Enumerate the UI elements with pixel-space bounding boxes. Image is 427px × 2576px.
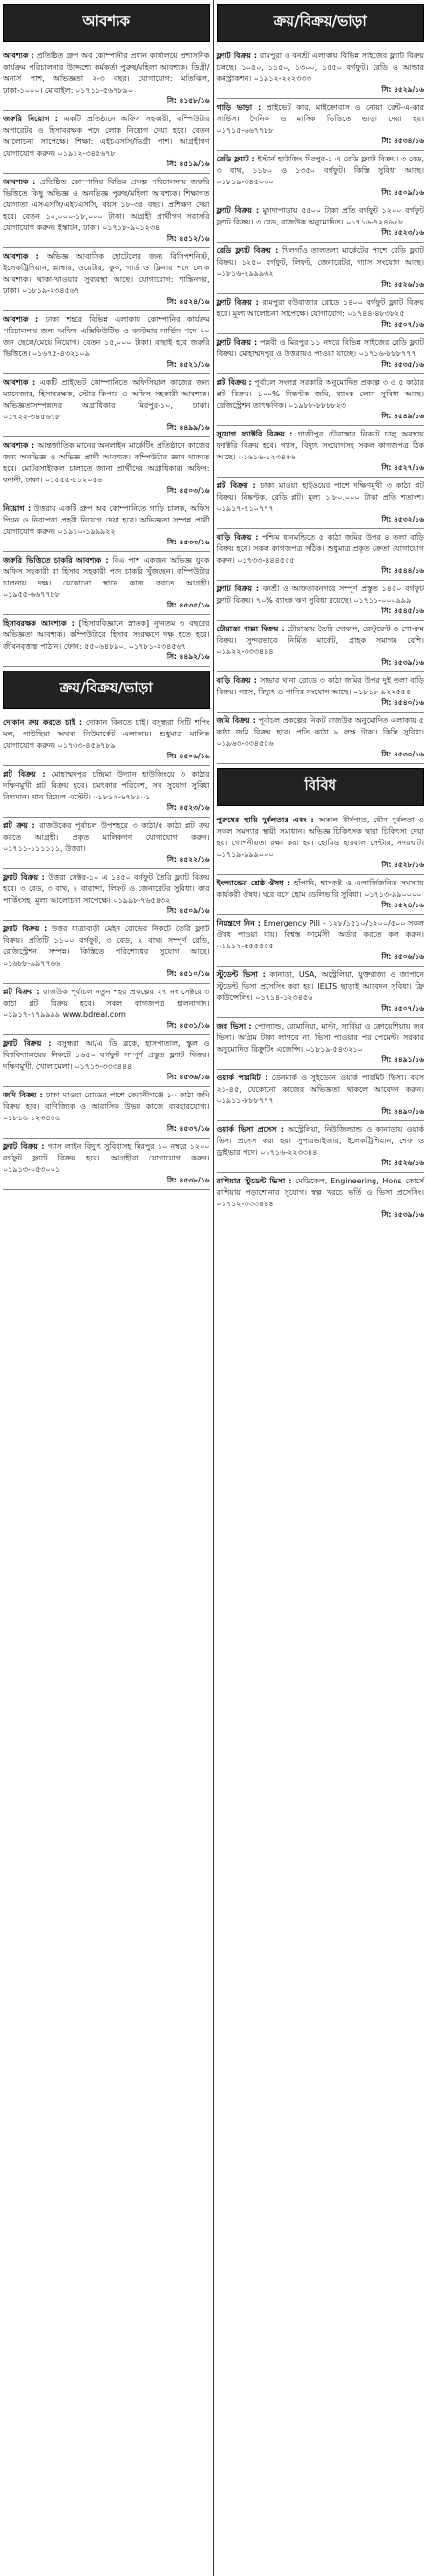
classified-ad — [3, 869, 210, 921]
classified-ad — [217, 915, 425, 967]
ad-reference-number: সি: ৪৫২৬/১৬ — [381, 280, 424, 288]
ad-body: গাজীপুর চৌরাস্তার নিকটে চালু অবস্থায় ফ্যাক্টরি বিক্রয় হবে। গ্যাস, বিদ্যুৎ সংযোগসহ সকল কাগজপত্র ঠিক আছে। ০১৬১৬-১২৩৪৫৬ — [216, 430, 425, 461]
ad-heading: সুযোগ ফ্যাক্টরি বিক্রয় : — [216, 430, 293, 438]
ad-heading: বাড়ি বিক্রয় : — [216, 533, 259, 542]
ad-heading: আবশ্যক : — [3, 315, 39, 324]
ad-heading: জমি বিক্রয় : — [216, 716, 256, 725]
ad-body: পূর্বাচল প্রকল্পের নিকট রাজউক অনুমোদিত এলাকায় ৫ কাঠা জমি বিক্রয় হবে। প্রতি কাঠা ৯ লক্ষ টাকা। কিস্তি সুবিধা। ০১৯৬৩-৩৩৪৫৫৬ — [216, 716, 424, 748]
ad-heading: স্টুডেন্ট ভিসা : — [216, 970, 266, 979]
ad-reference-number: সি: ৪৫২৭/১৬ — [381, 463, 424, 472]
ad-heading: রেডি ফ্ল্যাট : — [216, 155, 255, 163]
ad-heading: ফ্ল্যাট বিক্রয় : — [3, 1142, 45, 1151]
classified-ad — [217, 621, 425, 672]
ad-reference-number: সি: ৪৫২২/১৬ — [166, 855, 210, 863]
ad-heading: রেডি ফ্ল্যাট বিক্রয় : — [216, 246, 279, 255]
ad-reference-number: সি: ৪৫৪৫/১৬ — [381, 607, 424, 615]
ad-text — [217, 1021, 425, 1055]
ad-reference-number: সি: ৪৫২৮/১৬ — [381, 861, 424, 869]
ad-reference-number: সি: ৪৫৩২/১৬ — [381, 515, 424, 523]
ad-body: বনশ্রী ও আফতাবনগরে সম্পূর্ণ প্রস্তুত ১৪৫০ বর্গফুট ফ্ল্যাট বিক্রয়। ৭০% ব্যাংক ঋণ সুবিধা রয়েছে। ০১৭১১-০০০৯৯৯ — [216, 585, 424, 605]
ad-reference-number: সি: ৪৫২১/১৬ — [166, 360, 210, 369]
ad-heading: দোকান ক্রয় করতে চাই : — [3, 718, 83, 727]
ad-reference-number: সি: ৪৫৩১/১৬ — [166, 1021, 210, 1030]
ad-text — [3, 924, 210, 969]
ad-text — [217, 878, 425, 901]
ad-reference-number: সি: ৪১৫৮/১৬ — [166, 96, 210, 105]
classified-ad — [217, 48, 425, 99]
classified-ad — [3, 615, 210, 667]
ad-heading: গাড়ি ভাড়া : — [216, 103, 262, 112]
right-column — [214, 0, 427, 2576]
ad-reference-number: সি: ৪৪৯৯/১৬ — [166, 423, 210, 432]
ad-text — [3, 440, 210, 486]
ad-body: আন্তর্জাতিক মানের অনলাইন মার্কেটিং প্রতিষ্ঠানে কাজের জন্য অনভিজ্ঞ ও অভিজ্ঞ প্রার্থী আবশ্যক। কম্পিউটার জ্ঞান থাকতে হবে। মোটরসাইকেল চালাতে জানা প্রার্থীদের অগ্রাধিকার। অফিস: বনানী, ঢাকা। ০১৫৫৫-৮১২০৫৬ — [3, 441, 210, 484]
ad-heading: রাশিয়ার স্টুডেন্ট ভিসা : — [216, 1177, 292, 1185]
ad-body: মোহাম্মদপুর চন্দ্রিমা উদ্যান হাউজিংয়ে ৩ কাঠার দক্ষিণমুখী প্লট বিক্রয় হবে। চমৎকার পরিবেশ, সব সুযোগ সুবিধা বিদ্যমান। খান রিয়েল এস্টেট। ০১৮১২-৬৭৮৯০১ — [3, 770, 210, 801]
ad-reference-number: সি: ৪৫০৯/১৬ — [381, 188, 424, 197]
classified-ad — [217, 294, 425, 334]
ad-text — [3, 114, 210, 160]
ad-body: উত্তরায় একটি গ্রুপ অব কোম্পানিতে গাড়ি চালক, অফিস পিয়ন ও নিরাপত্তা প্রহরী নিয়োগ দেয়া হবে। অভিজ্ঞতা সম্পন্ন প্রার্থী যোগাযোগ করুন। ০১৯১০-১৯৯৯২২ — [3, 504, 210, 536]
ad-reference-number: সি: ৪৫০৬/১৬ — [166, 752, 210, 760]
ad-heading: আবশ্যক : — [3, 378, 36, 387]
ad-text — [3, 51, 210, 96]
ad-body: মুগদাপাড়ায় ৫৫০০ টাকা প্রতি বর্গফুট ১২০০ বর্গফুট ফ্ল্যাট বিক্রয়। ৩ বেড, রাজউক অনুমোদিত। ০১৭১৬-৭২৪৬২৮ — [216, 206, 424, 226]
classified-ad — [217, 478, 425, 529]
ad-body: ইস্টার্ন হাউজিং মিরপুর-১ এ রেডি ফ্ল্যাট বিক্রয়। ৩ বেড, ৩ বাথ, ১১৮০ ও ১৩৫০ বর্গফুট। কিস্তি সুবিধা আছে। ০১৮১৯-৩৪৫০৩০ — [216, 155, 424, 186]
ad-heading: বাড়ি বিক্রয় : — [216, 676, 258, 685]
ad-text — [217, 51, 425, 85]
classified-ad — [3, 248, 210, 311]
ad-reference-number: সি: ৪৫২৩/১৬ — [166, 803, 210, 812]
ad-heading: প্লট বিক্রয় : — [3, 770, 46, 778]
ad-reference-number: সি: ৪৫৩৯/১৬ — [381, 658, 424, 667]
ad-heading: আবশ্যক : — [3, 441, 35, 450]
section-header: ক্রয়/বিক্রয়/ভাড়া — [217, 4, 425, 42]
ad-reference-number: সি: ৪৫২৪/১৬ — [381, 901, 424, 909]
ad-heading: পুরুষের স্থায়ি দুর্বলতার এবং : — [216, 816, 314, 824]
ad-body: রামপুরা ও বনশ্রী এলাকায় বিভিন্ন সাইজের ফ্ল্যাট বিক্রয় চলছে। ১০৫০, ১১৫০, ১৩০০, ১৫৫০ বর্গফুট। রেডি ও আন্ডার কনস্ট্রাকশন। ০১৯১২-২২২৩৩৩ — [216, 52, 424, 83]
ad-body: একটি প্রাইভেট কোম্পানিতে অফিসিয়াল কাজের জন্য ম্যানেজার, হিসাবরক্ষক, স্টোর কিপার ও অফিস সহকারী আবশ্যক। অভিজ্ঞতাসম্পন্নদের অগ্রাধিকার। মিরপুর-১০, ঢাকা। ০১৭২২-৩৪৫৬৭৮ — [3, 378, 210, 421]
classified-ad — [217, 243, 425, 294]
ad-text — [3, 1038, 210, 1073]
classified-ad — [3, 818, 210, 869]
classified-ad — [217, 875, 425, 915]
ad-body: মেডিকেল, Engineering, Hons কোর্সে রাশিয়ায় পড়াশোনার সুযোগ। স্বল্প খরচে ভর্তি ও ভিসা প্রসেসিং। ০১৭১২-৩৩৩৪৪৪ — [216, 1177, 424, 1208]
ad-heading: ফ্ল্যাট বিক্রয় : — [216, 206, 260, 215]
classified-ad — [217, 1018, 425, 1070]
ad-reference-number: সি: ৪৫২৩/১৬ — [381, 228, 424, 237]
ad-reference-number: সি: ৪৪৯১/১৬ — [381, 1055, 424, 1064]
ad-heading: জরুরি নিয়োগ : — [3, 115, 58, 123]
classified-ad — [3, 766, 210, 818]
ad-text — [3, 717, 210, 752]
ad-text — [217, 624, 425, 658]
ad-body: প্রতিষ্ঠিত গ্রুপ অব কোম্পানীর প্রধান কার্যালয়ে প্রশাসনিক কার্যক্রম পরিচালনার উদ্দেশ্যে কর্মকর্তা পুরুষ/মহিলা আবশ্যক। ডিগ্রী/অনার্স পাশ, অভিজ্ঞতা ২-৩ বছর। যোগাযোগ: মতিঝিল, ঢাকা-১০০০। মোবাইল: ০১৭১১-৫৬৭৮৯০ — [3, 52, 210, 95]
classified-ad — [3, 714, 210, 766]
ad-text — [3, 314, 210, 360]
ad-body: [হিসাববিজ্ঞানে স্নাতক] ন্যূনতম ৩ বছরের অভিজ্ঞতা আবশ্যক। কম্পিউটারে হিসাব সংরক্ষণে দক্ষ হতে হবে। জীবনবৃত্তান্ত পাঠান। ফোন: ৫৫০৬৪৮৯০, ০১৭৮১-২৩৪৫৬৭ — [3, 619, 210, 650]
classified-ad — [217, 374, 425, 426]
ad-reference-number: সি: ৪৫৪৯/১৬ — [381, 412, 424, 420]
ad-text — [217, 815, 425, 861]
ad-reference-number: সি: ৪৫০৭/১৬ — [381, 1004, 424, 1012]
classified-ad — [217, 426, 425, 478]
ad-text — [217, 205, 425, 228]
ad-text — [3, 503, 210, 538]
ad-text — [3, 251, 210, 297]
ad-text — [3, 820, 210, 855]
ad-text — [217, 245, 425, 280]
classified-ad — [3, 921, 210, 984]
ad-heading: হিসাবরক্ষক আবশ্যক : — [3, 619, 75, 628]
ad-body: একটি প্রতিষ্ঠানে অফিস সহকারী, কম্পিউটার অপারেটর ও হিসাবরক্ষক পদে লোক নিয়োগ দেয়া হবে। বেতন আলোচনা সাপেক্ষে। শিক্ষা: এইচএসসি/ডিগ্রী পাশ। আগ্রহীগণ যোগাযোগ করুন। ০১৯১২-৩৪৫৬৭৮ — [3, 115, 210, 158]
ad-reference-number: সি: ৪৫১৯/১৬ — [166, 160, 210, 168]
ad-reference-number: সি: ৪৫৩৭/১৬ — [166, 1124, 210, 1133]
ad-body: অকাল বীর্যপাত, যৌন দুর্বলতা ও সকল সমস্যার স্থায়ী সমাধান। অভিজ্ঞ চিকিৎসক দ্বারা চিকিৎসা দেয়া হয়। গোপনীয়তা রক্ষা করা হয়। হোমিও হারবাল সেন্টার, সদরঘাট। ০১৭১৯-৯৯৯০০০ — [216, 816, 424, 859]
ad-text — [217, 1124, 425, 1159]
classified-ad — [217, 99, 425, 151]
ad-heading: জমি বিক্রয় : — [3, 1091, 43, 1099]
classified-ad — [217, 672, 425, 713]
ad-reference-number: সি: ৪৫৩০/১৬ — [381, 750, 424, 758]
ad-reference-number: সি: ৪৫৩৮/১৬ — [166, 1176, 210, 1184]
section-header: আবশ্যক — [3, 4, 210, 42]
ad-reference-number: সি: ৪৫২৯/১৬ — [381, 85, 424, 94]
ad-body: রাজউক পূর্বাচল নতুন শহর প্রকল্পের ২৭ নং সেক্টরে ৩ কাঠা প্লট বিক্রয় হবে। সকল কাগজপত্র হালনাগাদ। ০১৯১৭-৭৭৯৯৯৯ www.bdreal.com — [3, 988, 210, 1019]
section-header: ক্রয়/বিক্রয়/ভাড়া — [3, 671, 210, 709]
ad-reference-number: সি: ৪৫৪৪/১৬ — [381, 566, 424, 575]
ad-text — [217, 1176, 425, 1210]
ad-heading: ফ্ল্যাট বিক্রয় : — [216, 338, 258, 347]
ad-reference-number: সি: ৪৫০৭/১৬ — [381, 320, 424, 329]
ad-body: সাভার থানা রোডে ৩ কাঠা জমির উপর দুই তলা বাড়ি বিক্রয়। গ্যাস, বিদ্যুৎ ও পানির সংযোগ আছে। ০১৮১৮-৯২২৫৫৫ — [216, 676, 425, 696]
ad-body: পোল্যান্ড, রোমানিয়া, মাল্টা, সার্বিয়া ও ক্রোয়েশিয়ায় জব ভিসা। অগ্রিম টাকা লাগবে না, ভিসা পাওয়ার পর পেমেন্ট। সরকার অনুমোদিত রিক্রুটিং এজেন্সি। ০১৮১৯-৫৪৩২১০ — [216, 1022, 425, 1054]
ad-heading: জরুরি ভিত্তিতে চাকরি আবশ্যক : — [3, 556, 109, 564]
ad-text — [217, 584, 425, 607]
ad-reference-number: সি: ৪৫০৬/১৬ — [381, 952, 424, 961]
ad-reference-number: সি: ৪৫৩৯/১৬ — [381, 1210, 424, 1219]
ad-body: বসুন্ধরা আ/এ ডি ব্লকে, হাসপাতাল, স্কুল ও বিশ্ববিদ্যালয়ের নিকটে ১৬৫০ বর্গফুট সম্পূর্ণ প্রস্তুত ফ্ল্যাট বিক্রয়। দক্ষিণমুখী, খোলামেলা। ০১৭১৩-৩৩৩৪৪৪ — [3, 1039, 210, 1071]
ad-heading: ইংল্যান্ডের শ্রেষ্ঠ ঔষধ : — [216, 879, 290, 887]
classified-ad — [3, 111, 210, 174]
ad-heading: প্লট বিক্রয় : — [216, 481, 256, 490]
ad-body: উত্তরা সেক্টর-১০ এ ১৪৫০ বর্গফুট তৈরি ফ্ল্যাট বিক্রয় হবে। ৩ বেড, ৩ বাথ, ২ বারান্দা, লিফট ও জেনারেটর সুবিধা। কার পার্কিংসহ। মূল্য আলোচনা সাপেক্ষে। ০১৯৯৮-৭৬৫৪৩২ — [3, 873, 210, 905]
classified-ad — [3, 1139, 210, 1190]
ad-heading: প্লট বিক্রয় : — [216, 378, 252, 387]
classified-ad — [3, 374, 210, 437]
classified-ad — [217, 1173, 425, 1224]
classified-ad — [3, 174, 210, 248]
ad-body: খিলগাঁও তালতলা মার্কেটের পাশে রেডি ফ্ল্যাট বিক্রয়। ১২৫০ বর্গফুট, লিফট, জেনারেটর, গ্যাস সংযোগ আছে। ০১৮১৬-২৯৯৯৬২ — [216, 246, 424, 278]
ad-body: বিএ পাশ একজন অভিজ্ঞ যুবক অফিস সহকারী বা হিসাব সহকারী পদে চাকরি খুঁজছেন। কম্পিউটার চালনায় দক্ষ। যেকোনো স্থানে কাজ করতে আগ্রহী। ০১৯৫৫-৬৬৭৭৮৮ — [3, 556, 210, 599]
ad-text — [217, 532, 425, 566]
ad-heading: প্লট ক্রয় : — [3, 821, 35, 830]
ad-reference-number: সি: ৪৫১২/১৬ — [166, 234, 210, 243]
ad-body: দোকান কিনতে চাই। বসুন্ধরা সিটি শপিং মল, গাউছিয়া অথবা নিউমার্কেট এলাকায়। শুধুমাত্র মালিক যোগাযোগ করুন। ০১৭৩৩-৪৫৬৭৮৯ — [3, 718, 210, 750]
ad-body: রামপুরা বউবাজার রোডে ১৪০০ বর্গফুট ফ্ল্যাট বিক্রয় হবে। মূল্য আলোচনা সাপেক্ষে। যোগাযোগ: ০১৭৪৪-৪৮৩৮২৫ — [216, 298, 424, 318]
ad-heading: নিয়োগ : — [3, 504, 32, 513]
ad-body: রাজউকের পূর্বাচল উপশহরে ৩ কাঠা/৫ কাঠা প্লট ক্রয় করতে আগ্রহী। প্রকৃত মালিকগণ যোগাযোগ করুন। ০১৭১১-১১১১১১, উত্তরা। — [3, 821, 210, 853]
classified-ad — [217, 1121, 425, 1173]
ad-heading: নিয়ন্ত্রণে নিন : — [216, 919, 261, 927]
ad-reference-number: সি: ৪৫৩৪/১৬ — [381, 137, 424, 145]
ad-text — [3, 769, 210, 803]
ad-reference-number: সি: ৪৫৩৫/১৬ — [381, 360, 424, 369]
ad-body: অভিজ্ঞ আবাসিক হোটেলের জন্য রিসিপশনিস্ট, ইলেকট্রিশিয়ান, প্লাম্বার, ওয়েটার, কুক, গার্ড ও ক্লিনার পদে লোক আবশ্যক। থাকা-খাওয়ার সুব্যবস্থা আছে। যোগাযোগ: শান্তিনগর, ঢাকা। ০১৮১৯-২৩৪৫৬৭ — [3, 252, 210, 295]
classified-ad — [217, 581, 425, 621]
ad-text — [217, 675, 425, 698]
classified-ad — [217, 967, 425, 1018]
ad-text — [217, 918, 425, 952]
ad-reference-number: সি: ৪৫৩৬/১৬ — [166, 1073, 210, 1081]
classified-ad — [217, 529, 425, 581]
ad-text — [217, 297, 425, 320]
ad-heading: আবশ্যক : — [3, 52, 34, 60]
ad-reference-number: সি: ৪৪৯০/১৬ — [381, 1107, 424, 1116]
ad-text — [217, 1073, 425, 1107]
ad-body: গ্যাস লাইন বিদ্যুৎ সুবিধাসহ মিরপুর ১০ নম্বরে ১২০০ বর্গফুট ফ্ল্যাট বিক্রয় হবে। আগ্রহীরা যোগাযোগ করুন। ০১৯১৩-০৫৩০০১ — [3, 1142, 210, 1174]
ad-text — [3, 987, 210, 1021]
ad-heading: ফ্ল্যাট বিক্রয় : — [3, 925, 48, 933]
ad-reference-number: সি: ৪৫০৯/১৬ — [166, 906, 210, 915]
ad-heading: ওয়ার্ক ভিসা প্রসেস : — [216, 1125, 285, 1134]
ad-text — [217, 377, 425, 412]
ad-body: ঢাকা মাওয়া রোডের পাশে কেরানীগঞ্জে ১০ কাঠা জমি বিক্রয় হবে। বাণিজ্যিক ও আবাসিক উভয় কাজে ব্যবহারযোগ্য। ০১৮১৬-১২৩৪৫৬ — [3, 1091, 210, 1122]
ad-heading: প্লট বিক্রয় : — [3, 988, 40, 996]
ad-body: ঢাকা শহরে বিভিন্ন এলাকায় কোম্পানির কার্যক্রম পরিচালনার জন্য অফিস এক্সিকিউটিভ ও কাস্টমার সার্ভিস পদে ২০ জন ছেলে/মেয়ে নিয়োগ। বেতন ১৫,০০০ টাকা। বাছাই হবে জরুরি ভিত্তিতে। ০১৬৭৫-৪৩২১০৯ — [3, 315, 210, 358]
ad-text — [3, 1090, 210, 1124]
ad-text — [217, 969, 425, 1004]
ad-text — [3, 555, 210, 601]
ad-body: পল্লবী ও মিরপুর ১১ নম্বরে বিভিন্ন সাইজের রেডি ফ্ল্যাট বিক্রয়। মোহাম্মদপুর ও উত্তরায়ও পাওয়া যাচ্ছে। ০১৭১৬-৮৮৮৭৭৭ — [216, 338, 424, 358]
ad-heading: ফ্ল্যাট বিক্রয় : — [3, 873, 45, 882]
ad-body: চৌরাস্তায় তৈরি দোকান, রেস্টুরেন্ট ও শো-রুম বিক্রয়। সুন্দরভাবে নির্মিত মার্কেট, গ্রাহক সমাগম বেশি। ০১৯২২-৩৩৩৪৪৪ — [216, 625, 424, 656]
classified-ad — [3, 1035, 210, 1087]
ad-reference-number: সি: ৪৫২৬/১৬ — [381, 1159, 424, 1167]
ad-text — [3, 872, 210, 906]
ad-reference-number: সি: ৪৫২৪/১৬ — [166, 297, 210, 306]
ad-body: হাঁপানি, শ্বাসকষ্ট ও এলার্জিজনিত সমস্যায় কার্যকরী ঔষধ। ঘরে বসে হোম ডেলিভারি সুবিধা। ০১৭১৩-৯৯০০০০ — [216, 879, 425, 899]
ad-heading: ফ্ল্যাট বিক্রয় : — [216, 52, 258, 60]
ad-text — [3, 377, 210, 423]
ad-reference-number: সি: ৪৫৩৩/১৬ — [166, 538, 210, 546]
ad-body: পশ্চিম ধানমন্ডিতে ৫ কাঠা জমির উপর ৪ তলা বাড়ি বিক্রয় হবে। সকল কাগজপত্র সঠিক। শুধুমাত্র প্রকৃত ক্রেতা যোগাযোগ করুন। ০১৭৩৩-৪৪৪৫৫৫ — [216, 533, 424, 564]
classified-ad — [217, 151, 425, 202]
ad-text — [217, 154, 425, 188]
ad-text — [3, 1141, 210, 1176]
ad-body: উত্তর যাত্রাবাড়ী মেইন রোডের নিকটে তৈরি ফ্ল্যাট বিক্রয়। প্রতিটি ১১০০ বর্গফুট, ৩ বেড, ২ বাথ। সম্পূর্ণ রেডি, রেজিস্ট্রেশন সম্পন্ন। কিস্তিতে পরিশোধের সুযোগ আছে। ০১৬৮৮-৯৯৭৭৬৬ — [3, 925, 210, 968]
ad-body: কানাডা, USA, অস্ট্রেলিয়া, যুক্তরাজ্য ও জাপানে স্টুডেন্ট ভিসা প্রসেসিং করা হয়। IELTS ছাড়াই আবেদন সুবিধা। ফ্রি কাউন্সেলিং। ০১৭১৪-১২৩৪৫৬ — [216, 970, 424, 1002]
ad-text — [3, 177, 210, 234]
ad-heading: ফ্ল্যাট বিক্রয় : — [216, 585, 260, 593]
classified-ad — [217, 713, 425, 764]
ad-heading: আবশ্যক : — [3, 252, 39, 261]
classified-ad — [3, 311, 210, 374]
ad-body: অস্ট্রেলিয়া, নিউজিল্যান্ড ও কানাডায় ওয়ার্ক ভিসা প্রসেস করা হয়। সুপারভাইজার, ইলেকট্রিশিয়ান, শেফ ও ড্রাইভার পদে। ০১৭১৬-২২৩৩৪৪ — [216, 1125, 424, 1157]
ad-body: ঢাকা মাওয়া হাইওয়ের পাশে দক্ষিণমুখী ৩ কাঠা প্লট বিক্রয়। নিষ্কণ্টক, রেডি প্লট। মূল্য ১,৮০,০০০ টাকা প্রতি শতাংশ। ০১৯১৭-৭১০৭৭৭ — [216, 481, 424, 513]
ad-reference-number: সি: ৪৫০৩/১৬ — [166, 486, 210, 495]
ad-reference-number: সি: ৪৪৯২/১৬ — [166, 652, 210, 661]
ad-heading: জব ভিসা : — [216, 1022, 252, 1031]
ad-text — [217, 337, 425, 360]
ad-text — [217, 102, 425, 137]
ad-body: প্রাইভেট কার, মাইক্রোবাস ও নোয়া রেন্ট-এ-কার সার্ভিস। দৈনিক ও মাসিক ভিত্তিতে ভাড়া দেয়া হয়। ০১৭১৫-৬৬৭৭৮৮ — [216, 103, 424, 135]
classified-ad — [3, 984, 210, 1035]
ad-body: পূর্বাচল সংলগ্ন সরকারি অনুমোদিত প্রকল্পে ৩ ও ৫ কাঠার প্লট বিক্রয়। ১০০% নিষ্কণ্টক জমি, ব্যাংক লোন সুবিধা আছে। রেজিস্ট্রেশন তাৎক্ষণিক। ০১৯৮৮-৮৮৮৮২৩ — [216, 378, 425, 410]
ad-heading: আবশ্যক : — [3, 178, 36, 186]
classified-ad — [217, 334, 425, 374]
ad-heading: চৌরাস্তা পাল্লা বিক্রয় : — [216, 625, 285, 633]
ad-heading: ওয়ার্ক পারমিট : — [216, 1074, 268, 1082]
ad-body: Emergency Pill - ১২৮/১৫১০/১২০০/৫০০ সকল ঔষধ পাওয়া যায়। বিশ্বস্ত ফার্মেসী। অর্ডার করতে কল করুন। ০১৯১২-৫৫৫৫৫৫ — [216, 919, 424, 950]
ad-body: প্রতিষ্ঠিত কোম্পানির বিভিন্ন প্রকল্প পরিচালনায় জরুরি ভিত্তিতে কিছু অভিজ্ঞ ও অনভিজ্ঞ পুরুষ/মহিলা আবশ্যক। শিক্ষাগত যোগ্যতা এসএসসি/এইচএসসি, বয়স ১৮-৩৫ বছর। প্রশিক্ষণ দেয়া হবে। বেতন ১০,০০০-১৮,০০০ টাকা। আগ্রহী প্রার্থীগণ সরাসরি যোগাযোগ করুন। ইস্কাটন, ঢাকা। ০১৭১৮-৯০১২৩৪ — [3, 178, 210, 232]
ad-text — [217, 480, 425, 515]
classified-ad — [3, 437, 210, 500]
classified-ad — [3, 500, 210, 552]
classified-ad — [3, 48, 210, 111]
ad-text — [217, 429, 425, 463]
classified-ad — [3, 1087, 210, 1139]
classified-ad — [217, 812, 425, 875]
section-header: বিবিধ — [217, 768, 425, 806]
ad-body: ডেনমার্ক ও সুইডেনে ওয়ার্ক পারমিট ভিসা। বয়স ২১-৪৫, যেকোনো কাজের অভিজ্ঞতা থাকলে আবেদন করুন। ০১৯১১-৮৮৮৭৭৭ — [216, 1074, 424, 1105]
ad-text — [3, 618, 210, 652]
ad-text — [217, 715, 425, 750]
classified-ad — [217, 1070, 425, 1121]
ad-heading: ফ্ল্যাট বিক্রয় : — [3, 1039, 52, 1048]
ad-reference-number: সি: ৪৫১০/১৬ — [166, 969, 210, 978]
ad-heading: ফ্ল্যাট বিক্রয় : — [216, 298, 259, 307]
classified-ad — [3, 552, 210, 615]
ad-reference-number: সি: ৪৫৪০/১৬ — [381, 698, 424, 707]
classified-ad — [217, 202, 425, 243]
ad-reference-number: সি: ৪৫৩৫/১৬ — [166, 601, 210, 609]
